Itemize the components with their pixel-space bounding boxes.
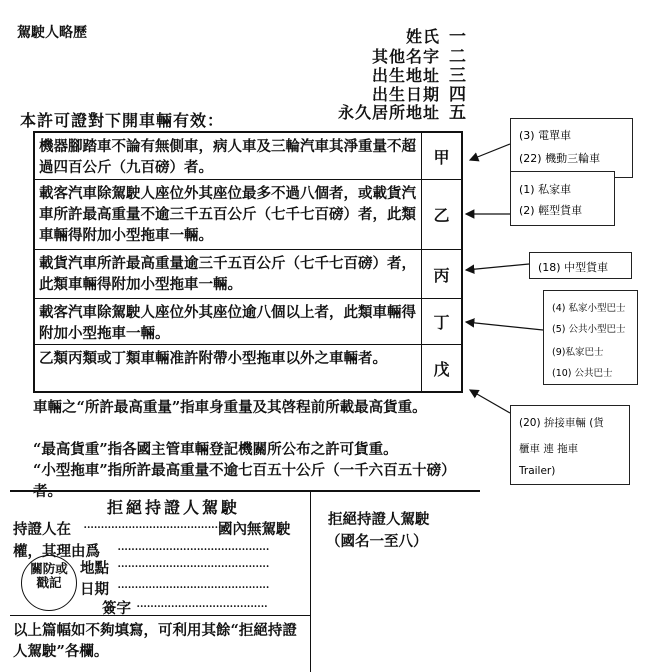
annotation-e-line1: (20) 拚接車輛 (貨	[519, 417, 604, 429]
note-max-cargo: “最高貨重”指各國主管車輛登記機關所公布之許可貨重。	[33, 441, 398, 458]
annotation-d-line4: (10) 公共巴士	[552, 368, 613, 379]
refusal-blank-place: ............................................	[117, 555, 269, 571]
field-num-4: 四	[449, 85, 466, 105]
refusal-right-subtitle: （國名一至八）	[326, 533, 428, 550]
note-max-weight: 車輛之“所許最高重量”指車身重量及其啓程前所載最高貨重。	[33, 399, 427, 416]
refusal-holder-in: 持證人在	[13, 521, 71, 538]
refusal-divider	[10, 490, 480, 492]
annotation-b-line2: (2) 輕型貨車	[519, 204, 583, 217]
field-num-2: 二	[449, 47, 466, 67]
refusal-footer-divider	[10, 615, 310, 616]
refusal-footer-note: 以上篇幅如不夠填寫，可利用其餘“拒絕持證人駕駛”各欄。	[13, 622, 297, 660]
class-text-d: 載客汽車除駕駛人座位外其座位逾八個以上者，此類車輛得附加小型拖車一輛。	[39, 304, 416, 342]
annotation-d-line3: (9)私家巴士	[552, 347, 604, 358]
refusal-no-right: 國內無駕駛	[218, 521, 291, 538]
class-letter-c: 丙	[421, 250, 461, 298]
field-label-address: 永久居所地址	[337, 103, 440, 122]
class-letter-a: 甲	[421, 133, 461, 179]
refusal-blank-date: ............................................	[117, 576, 269, 592]
field-label-surname: 姓氏	[405, 27, 440, 46]
class-text-e: 乙類丙類或丁類車輛准許附帶小型拖車以外之車輛者。	[39, 350, 387, 367]
annotation-e-line2: 櫃車 連 拖車	[519, 443, 579, 455]
field-num-5: 五	[449, 103, 466, 123]
field-label-birthdate: 出生日期	[371, 85, 440, 104]
refusal-right-title: 拒絕持證人駕駛	[328, 511, 430, 528]
validity-intro: 本許可證對下開車輛有效：	[20, 111, 225, 130]
arrow-to-class-a	[470, 144, 510, 160]
field-num-3: 三	[449, 66, 466, 86]
class-letter-e: 戊	[421, 345, 461, 391]
field-label-other-names: 其他名字	[371, 47, 440, 66]
refusal-blank-sign: ......................................	[136, 595, 268, 611]
class-letter-d: 丁	[421, 299, 461, 344]
note-small-trailer: “小型拖車”指所許最高重量不逾七百五十公斤（一千六百五十磅）者。	[33, 462, 456, 500]
arrow-to-class-c	[466, 264, 529, 270]
refusal-blank-reason: ............................................	[117, 538, 269, 554]
annotation-c-line1: (18) 中型貨車	[538, 261, 609, 274]
field-num-1: 一	[449, 27, 466, 47]
annotation-b-line1: (1) 私家車	[519, 183, 572, 196]
refusal-reason-label: 權，其理由爲	[13, 543, 100, 560]
annotation-d-line1: (4) 私家小型巴士	[552, 303, 626, 314]
class-text-b: 載客汽車除駕駛人座位外其座位最多不過八個者，或載貨汽車所許最高重量不逾三千五百公斤（七千七百磅）者，此類車輛得附加小型拖車一輛。	[39, 185, 416, 244]
refusal-title: 拒絕持證人駕駛	[107, 498, 241, 517]
field-label-birthplace: 出生地址	[371, 66, 440, 85]
refusal-date-label: 日期	[80, 581, 109, 598]
annotation-a-line1: (3) 電單車	[519, 129, 572, 142]
refusal-place-label: 地點	[80, 560, 109, 577]
refusal-blank-country: .........................................	[83, 516, 225, 532]
profile-title: 駕駛人略歷	[17, 25, 87, 41]
annotation-a-line2: (22) 機動三輪車	[519, 152, 601, 165]
official-seal-text: 關防或戳記	[30, 561, 68, 590]
class-letter-b: 乙	[421, 180, 461, 249]
arrow-to-class-e	[470, 390, 510, 413]
annotation-e-line3: Trailer)	[519, 465, 556, 477]
class-text-a: 機器腳踏車不論有無側車，病人車及三輪汽車其淨重量不超過四百公斤（九百磅）者。	[39, 138, 416, 176]
refusal-sign-label: 簽字	[102, 600, 131, 617]
arrow-to-class-d	[466, 322, 543, 330]
annotation-d-line2: (5) 公共小型巴士	[552, 324, 626, 335]
class-text-c: 載貨汽車所許最高重量逾三千五百公斤（七千七百磅）者，此類車輛得附加小型拖車一輛。	[39, 255, 416, 293]
refusal-column-divider	[310, 490, 311, 672]
